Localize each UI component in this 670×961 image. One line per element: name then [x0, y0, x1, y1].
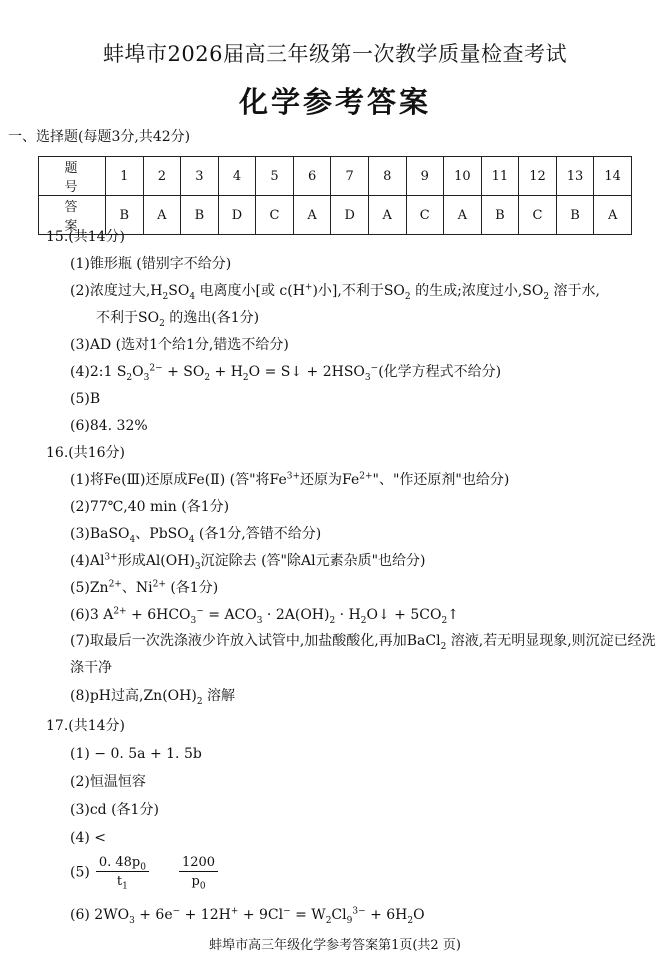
- table-cell: 5: [256, 157, 294, 196]
- table-row-numbers: [39, 157, 632, 196]
- table-cell: C: [519, 196, 557, 235]
- table-cell: 11: [481, 157, 519, 196]
- table-cell: 14: [594, 157, 632, 196]
- table-cell: 13: [556, 157, 594, 196]
- table-cell: 7: [331, 157, 369, 196]
- q15-number: 15.: [46, 229, 69, 245]
- table-cell: D: [331, 196, 369, 235]
- table-cell: D: [218, 196, 256, 235]
- table-cell: A: [293, 196, 331, 235]
- table-cell: 10: [444, 157, 482, 196]
- exam-title: 蚌埠市2026届高三年级第一次教学质量检查考试: [103, 42, 567, 66]
- table-cell: 9: [406, 157, 444, 196]
- answer-table: [38, 156, 632, 235]
- q15-total: (共14分): [68, 229, 126, 245]
- table-row-answers: [39, 196, 632, 235]
- q16-total: (共16分): [68, 445, 126, 461]
- table-cell: 1: [106, 157, 144, 196]
- table-cell: A: [444, 196, 482, 235]
- table-cell: B: [556, 196, 594, 235]
- table-cell: 8: [368, 157, 406, 196]
- table-cell: A: [368, 196, 406, 235]
- fraction-rate: $\frac{0. 48p_0}{t_1}$: [96, 855, 149, 890]
- page-footer: 蚌埠市高三年级化学参考答案第1页(共2 页): [209, 938, 461, 953]
- table-cell: A: [594, 196, 632, 235]
- q17-number: 17.: [46, 718, 69, 734]
- subject-title: 化学参考答案: [238, 85, 431, 119]
- table-cell: B: [481, 196, 519, 235]
- q17-total: (共14分): [68, 718, 126, 734]
- table-cell: B: [181, 196, 219, 235]
- table-cell: A: [143, 196, 181, 235]
- table-cell: 2: [143, 157, 181, 196]
- table-cell: 6: [293, 157, 331, 196]
- table-cell: 12: [519, 157, 557, 196]
- table-cell: 4: [218, 157, 256, 196]
- fraction-constant: $\frac{1200}{p_0}$: [179, 855, 218, 890]
- row-label-answer: 答 案: [39, 196, 106, 235]
- section-heading-choice: 一、选择题(每题3分,共42分): [8, 129, 191, 145]
- table-cell: B: [106, 196, 144, 235]
- q16-number: 16.: [46, 445, 69, 461]
- table-cell: C: [256, 196, 294, 235]
- table-cell: C: [406, 196, 444, 235]
- table-cell: 3: [181, 157, 219, 196]
- row-label-number: 题 号: [39, 157, 106, 196]
- answer-sheet-page: 蚌埠市2026届高三年级第一次教学质量检查考试 化学参考答案 一、选择题(每题3分,共42分) 题 号 1 2 3 4 5 6 7 8 9 10 11 12 13 14 答 案 B A B D C A D A C A B C B A 15.(共14分) (1)锥形瓶 (错别字不给分) (2)浓度过大$,H_2SO_4$ 电离度小[或 c(H+)小],不利于$SO_2$ 的生成;浓度过小$,SO_2$ 溶于水, 不利于$SO_2$ 的逸出(各1分) (3)AD (选对1个给1分,错选不给分) (4)2:1 $S_2O_3^{2-} + SO_2 + H_2O$ = S↓ + $2HSO_3^-$(化学方程式不给分) (5)B (6)84. 32% 16.(共16分) (1)将Fe(Ⅲ)还原成Fe(Ⅱ) (答"将$Fe^{3+}$还原为$Fe^{2+}$"、"作还原剂"也给分) (2)77℃,40 min (各1分) (3)BaSO$_4$、PbSO$_4$ (各1分,答错不给分) $(4)Al^{3+}$形成$Al(OH)_3$沉淀除去 (答"除Al元素杂质"也给分) $(5)Zn^{2+}$、$Ni^{2+}$ (各1分) (6)3 $A^{2+} + 6HCO_3^- = ACO_3 \cdot 2A(OH)_2$ · $H_2O↓$ + $5CO_2↑$ (7)取最后一次洗涤液少许放入试管中,加盐酸酸化,再加BaCl$_2$ 溶液,若无明显现象,则沉淀已经洗涤干净 (8)pH过高$,Zn(OH)_2$ 溶解 17.(共14分) (1) − 0. 5a + 1. 5b (2)恒温恒容 (3)cd (各1分) (4) < (5) $\frac{0. 48p_0}{t_1}$ $\frac{1200}{p_0}$ (6) $2WO_3 + 6e^- + 12H^+ + 9Cl^- = W_2Cl_9^{3-} + 6H_2O$ 蚌埠市高三年级化学参考答案第1页(共2 页): [0, 0, 670, 961]
